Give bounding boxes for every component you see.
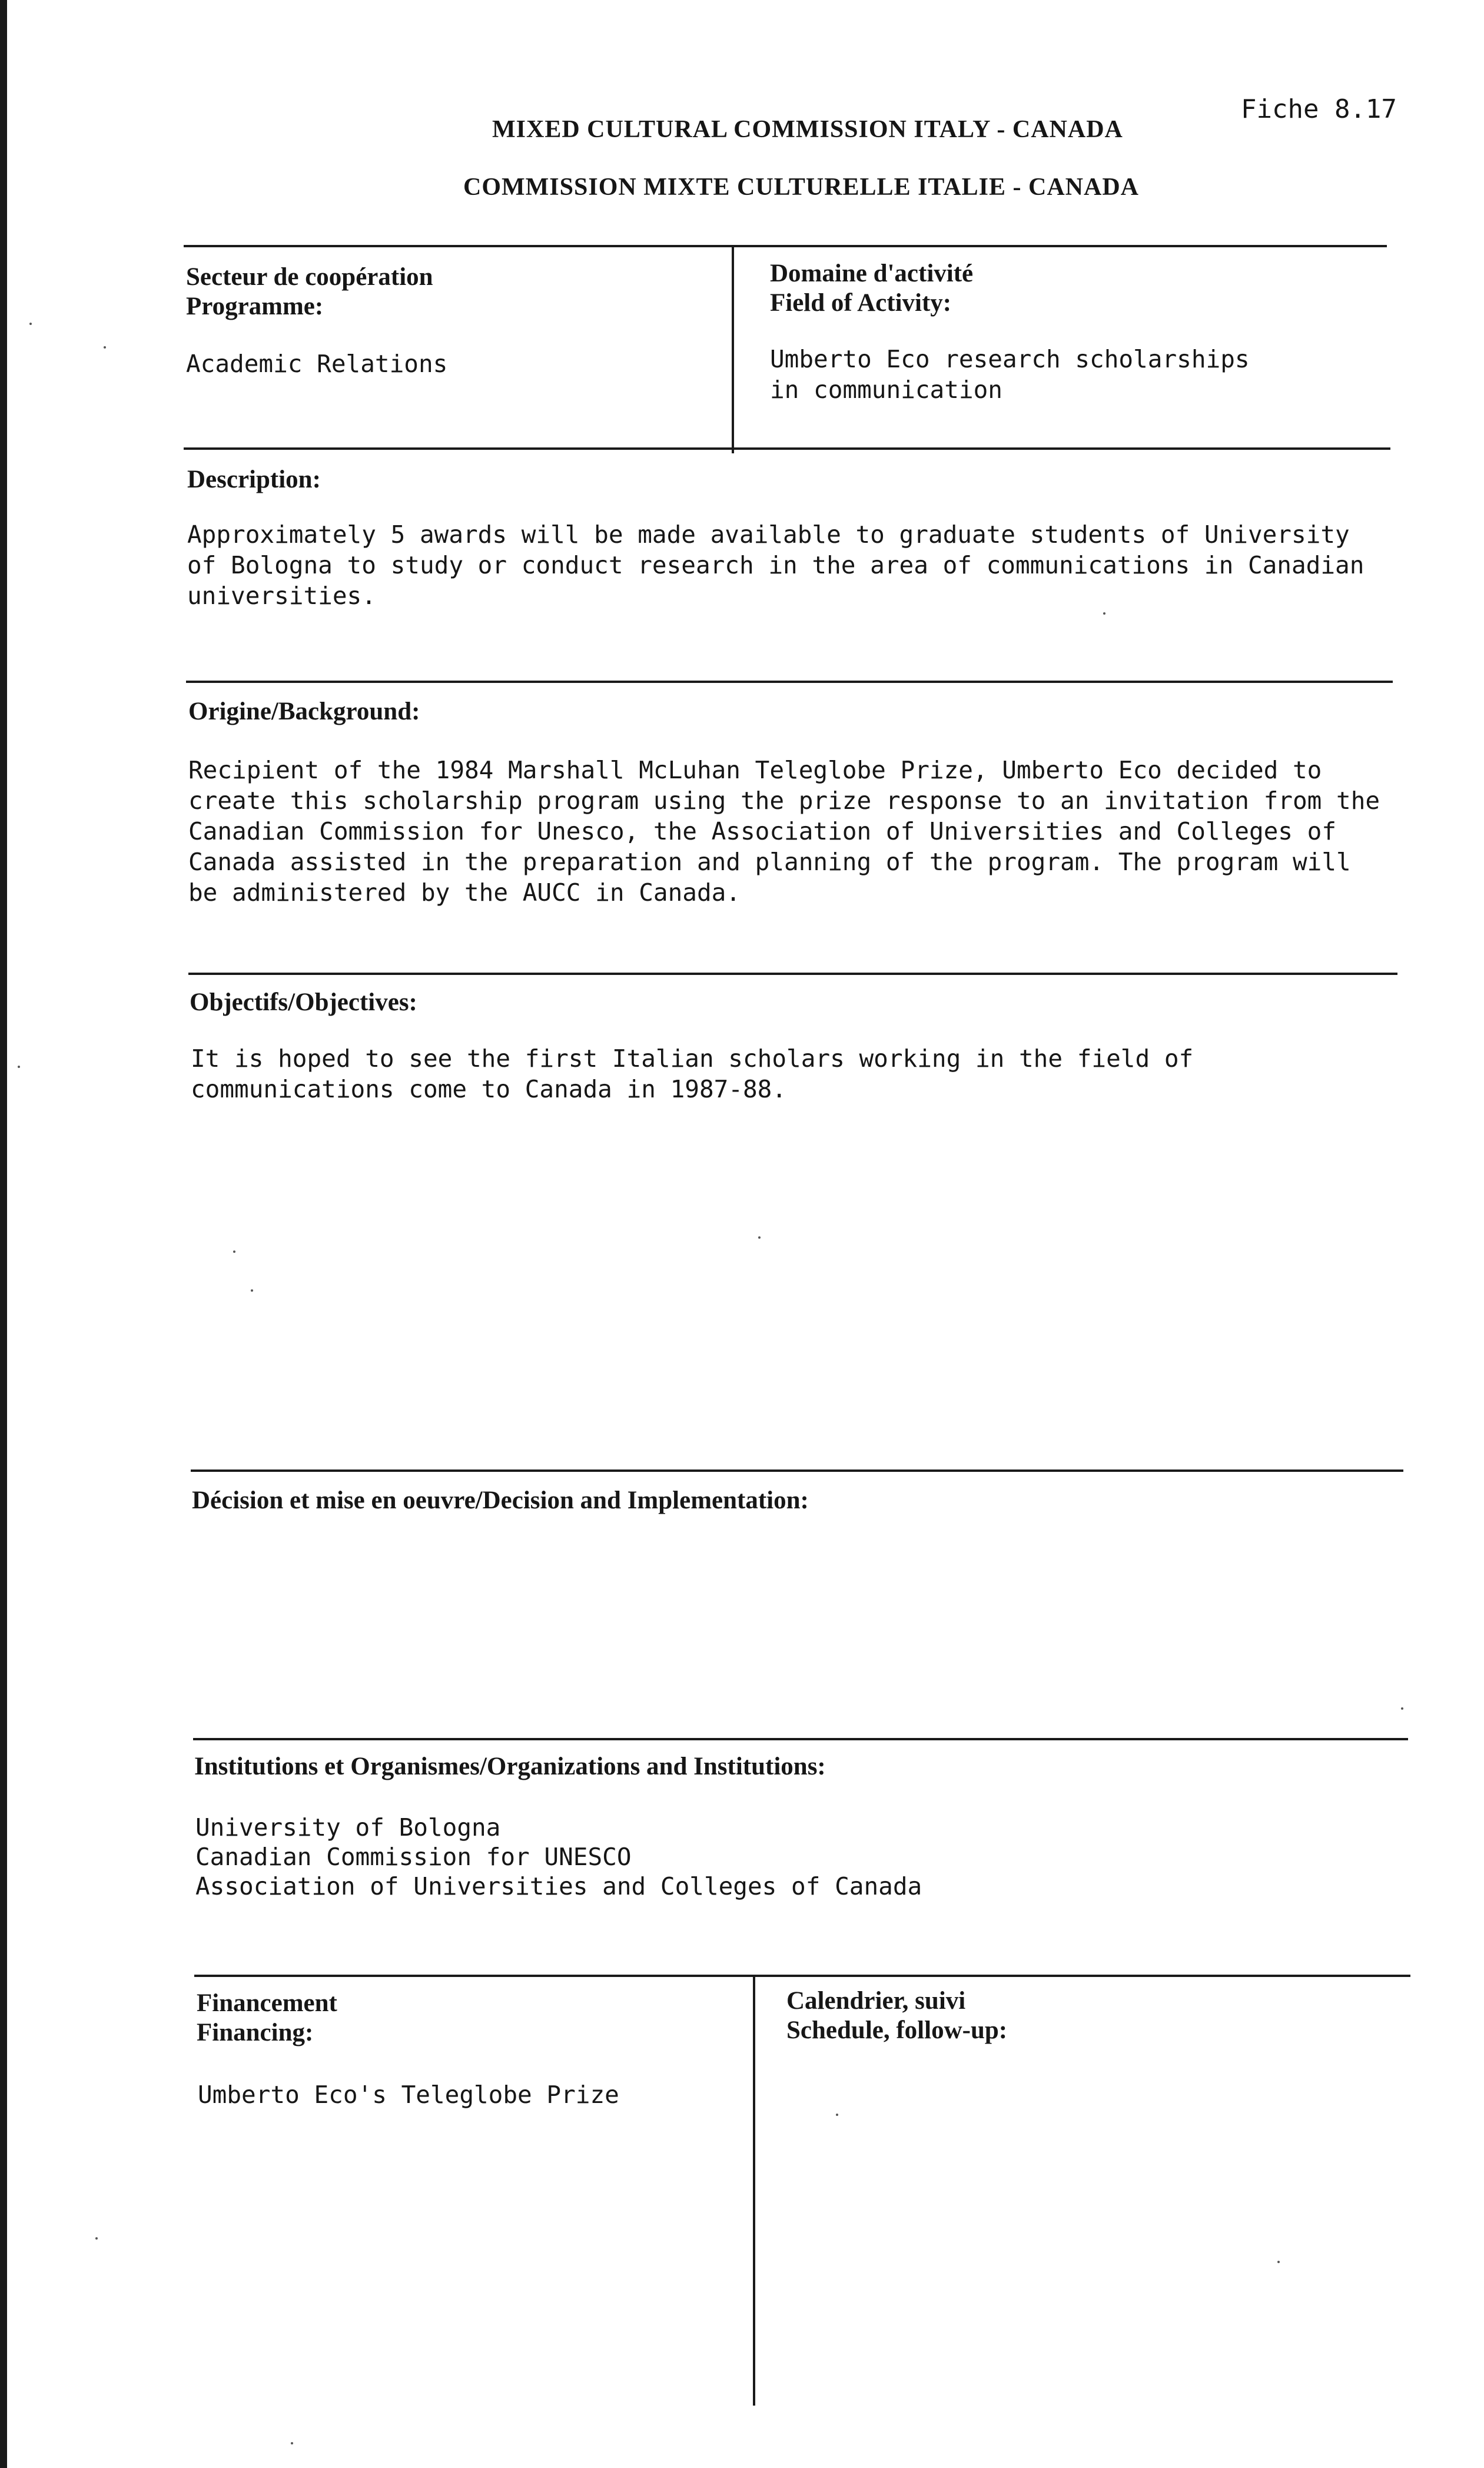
divider-decision [191,1469,1403,1472]
divider-description [184,447,1390,450]
fiche-number: Fiche 8.17 [1241,94,1397,124]
scan-speck [1401,1707,1403,1710]
institution-item: University of Bologna [195,1813,501,1842]
divider-vertical-bottom [753,1976,755,2406]
scan-speck [29,323,32,325]
background-label: Origine/Background: [188,698,420,725]
scan-speck [233,1250,235,1253]
field-value: Umberto Eco research scholarships in communication [770,345,1250,404]
financing-value: Umberto Eco's Teleglobe Prize [198,2081,619,2109]
description-text: Approximately 5 awards will be made available to graduate students of University of Bologna to study or conduct research in the area of communications in Canadian universities. [187,520,1365,610]
divider-financing [194,1975,1410,1977]
divider-objectives [188,973,1397,975]
decision-label: Décision et mise en oeuvre/Decision and Implementation: [192,1487,809,1514]
divider-institutions [193,1738,1408,1740]
scan-speck [291,2442,293,2444]
sector-label: Secteur de coopération Programme: [186,263,433,320]
institutions-label: Institutions et Organismes/Organizations and Institutions: [194,1753,826,1780]
financing-label: Financement Financing: [197,1989,337,2046]
objectives-text: It is hoped to see the first Italian scholars working in the field of communications come to Canada in 1987-88. [191,1044,1194,1103]
description-label: Description: [187,466,321,493]
divider-top [184,245,1387,247]
scan-speck [18,1066,20,1068]
divider-vertical-top [732,246,734,453]
scan-speck [251,1289,253,1292]
institution-item: Association of Universities and Colleges of Canada [195,1872,922,1900]
title-english: MIXED CULTURAL COMMISSION ITALY - CANADA [492,116,1123,143]
title-french: COMMISSION MIXTE CULTURELLE ITALIE - CANADA [463,174,1140,201]
divider-background [186,681,1393,683]
objectives-label: Objectifs/Objectives: [190,988,417,1016]
scan-speck [104,346,106,349]
scan-speck [1277,2261,1280,2263]
scan-speck [95,2237,98,2240]
scan-speck [836,2114,838,2116]
background-text: Recipient of the 1984 Marshall McLuhan Teleglobe Prize, Umberto Eco decided to create this scholarship program using the prize response to an invitation from the Canadian Commission for Unesco, the Association of Universities and Colleges of Canada assisted in the preparation and planning of the program. The program will be administered by the AUCC in Canada. [188,756,1380,907]
schedule-label: Calendrier, suivi Schedule, follow-up: [786,1987,1008,2044]
page-edge-shadow [0,0,7,2468]
field-label: Domaine d'activité Field of Activity: [770,260,974,317]
scan-speck [758,1236,761,1239]
institution-item: Canadian Commission for UNESCO [195,1843,632,1871]
scan-speck [1103,612,1105,615]
sector-value: Academic Relations [186,350,448,378]
